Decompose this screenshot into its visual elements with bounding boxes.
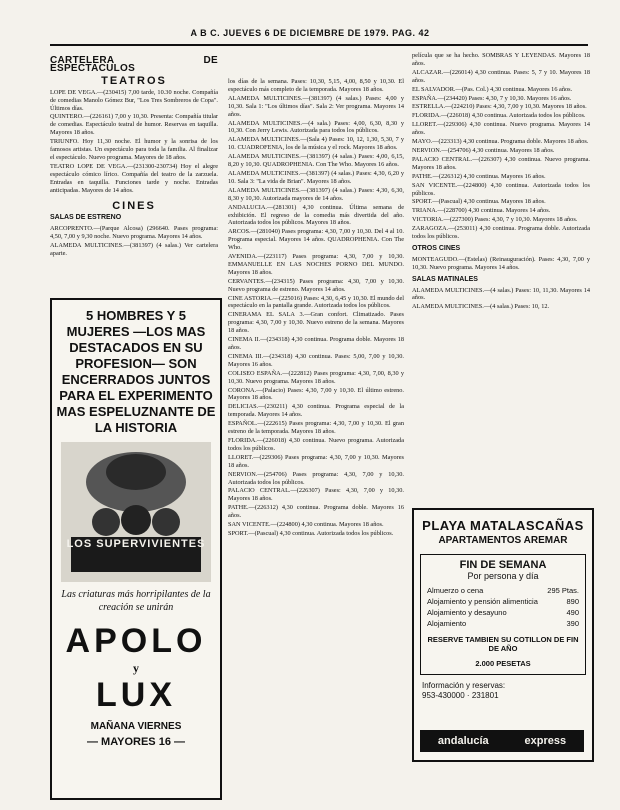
- cinema-name-apolo: APOLO: [65, 622, 207, 660]
- price-value: 390: [566, 619, 579, 628]
- listing-paragraph: EL SALVADOR.—(Pas. Col.) 4,30 continua. Mayores 16 años.: [412, 85, 573, 93]
- film-advert: [50, 298, 222, 800]
- weekend-offer-box: [420, 554, 586, 675]
- price-value: 295 Ptas.: [547, 586, 579, 595]
- listing-paragraph: CORONA.—(Palacio) Pases: 4,30, 7,00 y 10,30. El último estreno. Mayores 18 años.: [228, 386, 404, 402]
- listing-paragraph: MONTEAGUDO.—(Estelas) (Reinauguración). Pases: 4,30, 7,00 y 10,30. Nuevo programa. Mayores 14 años.: [412, 255, 590, 271]
- listing-paragraph: ALAMEDA MULTICINES.—(381397) (4 salas.) Pases: 4,30, 6,30, 8,30 y 10,30. Autorizada mayores de 14 años.: [228, 186, 404, 202]
- left-column: [50, 52, 218, 292]
- listing-paragraph: LLORET.—(229306) 4,30 continua. Nuevo programa. Mayores 14 años.: [412, 121, 590, 137]
- listing-paragraph: CINEMA II.—(234318) 4,30 continua. Programa doble. Mayores 18 años.: [228, 336, 404, 351]
- listing-paragraph: ARCOS.—(281040) Pases programa: 4,30, 7,00 y 10,30. Del 4 al 10. Programa especial. Mayores 14 años. QUADROPHENIA. Con The Who.: [228, 228, 404, 252]
- listing-paragraph: PATHE.—(226312) 4,30 continua. Mayores 16 años.: [412, 172, 546, 180]
- poster-art: [61, 442, 211, 582]
- film-poster-illustration: [61, 442, 211, 582]
- listing-paragraph: CINEMA III.—(234318) 4,30 continua. Pases: 5,00, 7,00 y 10,30. Mayores 16 años.: [228, 352, 404, 368]
- listing-paragraph: TRIANA.—(228700) 4,30 continua. Mayores 14 años.: [412, 207, 551, 215]
- brand-left: andalucía: [437, 735, 489, 747]
- listing-paragraph: PALACIO CENTRAL.—(226307) 4,30 continua. Nuevo programa. Mayores 18 años.: [412, 155, 590, 171]
- listing-paragraph: ZARAGOZA.—(253011) 4,30 continua. Programa doble. Autorizada todos los públicos.: [412, 225, 590, 241]
- cinema-conjunction: y: [133, 661, 139, 675]
- listing-paragraph: ALAMEDA MULTICINES.—(Sala 4) Pases: 10, 12, 1,30, 5,30, 7 y 10. CUADROFENIA, los de la música y el rock. Mayores 18 años.: [228, 136, 404, 152]
- apartments-advert: [412, 508, 594, 762]
- cinema-name-lux: LUX: [96, 676, 176, 714]
- listing-paragraph: SPORT.—(Pascual) 4,30 continua. Mayores 18 años.: [412, 198, 546, 206]
- listing-paragraph: ESPAÑOL.—(222615) Pases programa: 4,30, 7,00 y 10,30. El gran estreno de la temporada. Mayores 18 años.: [228, 420, 404, 436]
- listing-paragraph: ALCAZAR.—(226014) 4,30 continua. Pases: 5, 7 y 10. Mayores 18 años.: [412, 68, 590, 84]
- listing-paragraph: CINE ASTORIA.—(225016) Pases: 4,30, 6,45 y 10,30. El mundo del espectáculo en la pantalla grande. Autorizada todos los públicos.: [228, 294, 404, 310]
- listing-paragraph: MAYO.—(223313) 4,30 continua. Programa doble. Mayores 18 años.: [412, 138, 589, 146]
- listing-paragraph: PALACIO CENTRAL.—(226307) Pases: 4,30, 7,00 y 10,30. Mayores 18 años.: [228, 487, 404, 503]
- listing-paragraph: ALAMEDA MULTICINES.—(381397) (4 salas.) Pases: 4,00, 6,15, 8,20 y 10,30. QUADROPHENIA. Con The Who. Mayores 16 años.: [228, 153, 404, 169]
- ad-tagline: Las criaturas más horripilantes de la creación se unirán: [61, 589, 211, 613]
- listing-paragraph: FLORIDA.—(226018) 4,30 continua. Autorizada todos los públicos.: [412, 112, 586, 120]
- ad-headline: 5 HOMBRES Y 5 MUJERES —LOS MAS DESTACADOS EN SU PROFESION— SON ENCERRADOS JUNTOS PARA EL EXPERIMENTO MAS ESPELUZNANTE DE LA HISTORIA: [56, 308, 216, 435]
- otros-cines-title: OTROS CINES: [412, 244, 461, 252]
- listing-paragraph: PATHE.—(226312) 4,30 continua. Programa doble. Mayores 16 años.: [228, 504, 404, 520]
- age-rating: — MAYORES 16 —: [86, 736, 185, 748]
- listing-paragraph: SPORT.—(Pascual) 4,30 continua. Autorizada todos los públicos.: [228, 529, 394, 537]
- section-title: CARTELERA DE ESPECTACULOS: [50, 55, 218, 74]
- price-row: [427, 596, 579, 607]
- price-row: [427, 618, 579, 629]
- page-header: A B C. JUEVES 6 DE DICIEMBRE DE 1979. PAG. 42: [190, 28, 430, 38]
- ad-apartments-name: APARTAMENTOS AREMAR: [438, 535, 568, 546]
- price-row: [427, 585, 579, 596]
- release-day: MAÑANA VIERNES: [90, 721, 182, 732]
- listing-paragraph: ALAMEDA MULTICINES.—(381397) (4 salas.) Pases: 4,30, 6,20 y 10. Sala 3: "La vida de Brian". Mayores 18 años.: [228, 169, 404, 185]
- price-row: [427, 607, 579, 618]
- price-value: 490: [566, 608, 579, 617]
- brand-banner: [420, 730, 584, 752]
- listing-paragraph: SAN VICENTE.—(224800) 4,30 continua. Mayores 18 años.: [228, 521, 384, 529]
- salas-matinales-title: SALAS MATINALES: [412, 275, 478, 283]
- price-label: Alojamiento y desayuno: [427, 608, 507, 617]
- brand-right: express: [524, 735, 567, 747]
- reserve-note: RESERVE TAMBIEN SU COTILLON DE FIN DE AÑO: [427, 635, 579, 653]
- listing-paragraph: NERVION.—(254706) 4,30 continua. Mayores 18 años.: [412, 146, 555, 154]
- teatros-title: TEATROS: [101, 74, 167, 87]
- listing-paragraph: SAN VICENTE.—(224800) 4,30 continua. Autorizada todos los públicos.: [412, 181, 590, 197]
- cines-title: CINES: [112, 199, 156, 212]
- weekend-title: FIN DE SEMANA: [459, 559, 547, 571]
- listing-paragraph: CERVANTES.—(234315) Pases programa: 4,30, 7,00 y 10,30. Nuevo programa de estreno. Mayores 14 años.: [228, 277, 404, 293]
- listing-paragraph: ALAMEDA MULTICINES.—(381397) (4 salas.) Pases: 4,00 y 10,30. Sala 1: "Los últimos días". Sala 2: Ver programa. Mayores 14 años.: [228, 94, 404, 118]
- listing-paragraph: ALAMEDA MULTICINES.—(4 salas.) Pases: 10, 11,30. Mayores 14 años.: [412, 286, 590, 302]
- right-column: [412, 52, 590, 504]
- listing-paragraph: CINERAMA EL SALA 3.—Gran confort. Climatizado. Pases programa: 4,30, 7,00 y 10,30. Nuevo estreno de la semana. Mayores 18 años.: [228, 311, 404, 335]
- listing-paragraph: FLORIDA.—(226018) 4,30 continua. Nuevo programa. Autorizada todos los públicos.: [228, 436, 404, 452]
- listing-paragraph: NERVION.—(254706) Pases programa: 4,30, 7,00 y 10,30. Autorizada todos los públicos.: [228, 470, 404, 486]
- cotillon-price: 2.000 PESETAS: [475, 659, 531, 668]
- listing-paragraph: AVENIDA.—(223117) Pases programa: 4,30, 7,00 y 10,30. EMMANUELLE EN LAS NOCHES PORNO DEL MUNDO. Mayores 18 años.: [228, 253, 404, 276]
- ad-resort-name: PLAYA MATALASCAÑAS: [422, 518, 584, 533]
- per-person-label: Por persona y día: [467, 571, 539, 581]
- price-label: Almuerzo o cena: [427, 586, 484, 595]
- price-label: Alojamiento y pensión alimenticia: [427, 597, 538, 606]
- listing-paragraph: VICTORIA.—(227300) Pases: 4,30, 7 y 10,30. Mayores 18 años.: [412, 216, 578, 224]
- price-value: 890: [566, 597, 579, 606]
- info-phone: 953-430000 · 231801: [422, 691, 499, 700]
- listing-paragraph: ALAMEDA MULTICINES.—(381397) (4 salas.) Ver cartelera aparte.: [50, 242, 218, 258]
- listing-paragraph: COLISEO ESPAÑA.—(222812) Pases programa: 4,30, 7,00, 8,30 y 10,30. Nuevo programa. Mayores 18 años.: [228, 369, 404, 385]
- listing-paragraph: ESTRELLA.—(224210) Pases: 4,30, 7,00 y 10,30. Mayores 18 años.: [412, 103, 587, 111]
- listing-paragraph: LLORET.—(229306) Pases programa: 4,30, 7,00 y 10,30. Mayores 18 años.: [228, 453, 404, 469]
- listing-paragraph: TRIUNFO. Hoy 11,30 noche. El humor y la sonrisa de los famosos artistas. Un espectáculo para toda la familia. Al finalizar el espectáculo. Nuevo programa. Mayores de 18 años.: [50, 138, 218, 161]
- middle-column: [228, 78, 404, 800]
- info-label: Información y reservas:: [422, 681, 506, 690]
- listing-paragraph: los días de la semana. Pases: 10,30, 5,15, 4,00, 8,50 y 10,30. El espectáculo más completo de la temporada. Mayores 18 años.: [228, 78, 404, 93]
- listing-paragraph: LOPE DE VEGA.—(230415) 7,00 tarde, 10.30 noche. Compañía de comedias Manolo Gómez Bur, "Los Tres Sombreros de Copa". Últimos días.: [50, 88, 218, 112]
- listing-paragraph: ALAMEDA MULTICINES.—(4 salas.) Pases: 10, 12.: [412, 303, 550, 311]
- listing-paragraph: DELICIAS.—(230211) 4,30 continua. Programa especial de la temporada. Mayores 14 años.: [228, 403, 404, 419]
- listing-paragraph: ESPAÑA.—(234420) Pases: 4,30, 7 y 10,30. Mayores 16 años.: [412, 94, 572, 102]
- price-label: Alojamiento: [427, 619, 467, 628]
- listing-paragraph: TEATRO LOPE DE VEGA.—(231300-230734) Hoy el alegre espectáculo cómico lírico. Compañía del teatro de la zarzuela. Entradas en taquilla. Funciones tarde y noche. Entradas anticipadas. Mayores de 14 años.: [50, 162, 218, 194]
- salas-estreno-title: SALAS DE ESTRENO: [50, 214, 122, 222]
- listing-paragraph: ALAMEDA MULTICINES.—(4 sala.) Pases: 4,00, 6,30, 8,30 y 10,30. Con Jerry Lewis. Autorizada para todos los públicos.: [228, 119, 404, 135]
- listing-paragraph: ANDALUCIA.—(281301) 4,30 continua. Última semana de exhibición. El regreso de la comedia más divertida del año. Autorizada todos los públicos. Mayores 18 años.: [228, 203, 404, 227]
- listing-paragraph: película que se ha hecho. SOMBRAS Y LEYENDAS. Mayores 18 años.: [412, 52, 590, 67]
- listing-paragraph: QUINTERO.—(226161) 7,00 y 10,30. Presenta: Compañía titular de comedias. Espectáculo teatral de humor. Reservas en taquilla. Mayores 18 años.: [50, 113, 218, 137]
- film-title: LOS SUPERVIVIENTES: [66, 538, 206, 550]
- listing-paragraph: ARCOPRENTO.—(Parque Alcosa) (296640. Pases programa: 4,50, 7,00 y 9,30 noche. Nuevo programa. Mayores 14 años.: [50, 225, 218, 241]
- header-rule: [50, 44, 588, 46]
